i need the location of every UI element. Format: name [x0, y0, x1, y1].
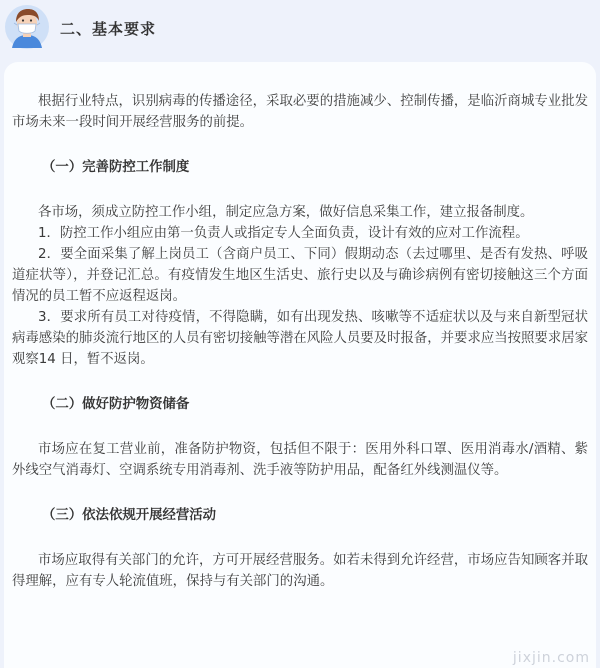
section1-heading: （一）完善防控工作制度 [42, 160, 190, 175]
section-header [0, 0, 600, 60]
section3-paragraph: 市场应取得有关部门的允许，方可开展经营服务。如若未得到允许经营，市场应告知顾客并取得理解，应有专人轮流值班，保持与有关部门的沟通。 [12, 553, 588, 589]
section1-item-2: 2．要全面采集了解上岗员工（含商户员工、下同）假期动态（去过哪里、是否有发热、呼吸道症状等），并登记汇总。有疫情发生地区生活史、旅行史以及与确诊病例有密切接触这三个方面情况的员工暂不应返程返岗。 [12, 247, 588, 304]
section2-heading: （二）做好防护物资储备 [42, 397, 190, 412]
section-title: 二、基本要求 [60, 20, 157, 38]
section1-item-3: 3．要求所有员工对待疫情，不得隐瞒，如有出现发热、咳嗽等不适症状以及与来自新型冠状病毒感染的肺炎流行地区的人员有密切接触等潜在风险人员要及时报备，并要求应当按照要求居家观察14 日，暂不返岗。 [12, 310, 588, 367]
section1-item-1: 1．防控工作小组应由第一负责人或指定专人全面负责，设计有效的应对工作流程。 [38, 226, 529, 241]
section1-paragraph: 各市场，须成立防控工作小组，制定应急方案，做好信息采集工作，建立报备制度。 [38, 205, 534, 220]
intro-paragraph: 根据行业特点，识别病毒的传播途径，采取必要的措施减少、控制传播，是临沂商城专业批发市场未来一段时间开展经营服务的前提。 [12, 94, 588, 130]
watermark: jixjin.com [512, 650, 590, 666]
section2-paragraph: 市场应在复工营业前，准备防护物资，包括但不限于：医用外科口罩、医用消毒水/酒精、紫外线空气消毒灯、空调系统专用消毒剂、洗手液等防护用品，配备红外线测温仪等。 [12, 442, 588, 478]
article-body [12, 91, 588, 592]
section3-heading: （三）依法依规开展经营活动 [42, 508, 217, 523]
person-with-mask-icon [4, 4, 50, 50]
